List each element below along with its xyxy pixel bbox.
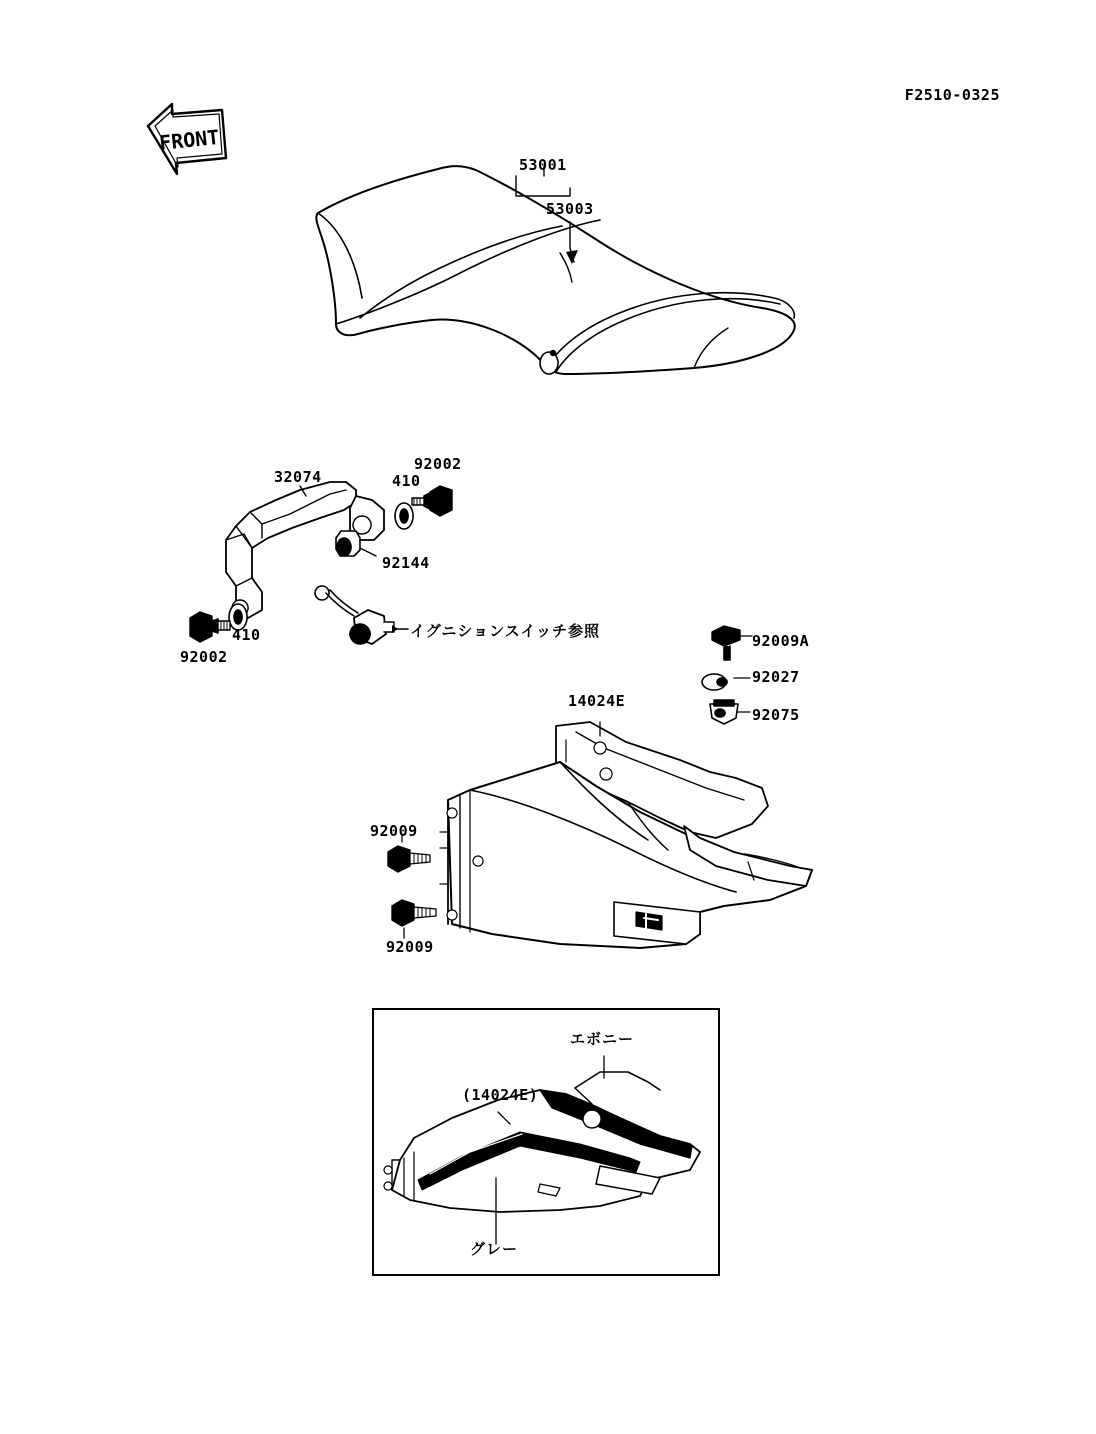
- grommet-92075-art: [710, 700, 738, 724]
- label-inset-color-top: エボニー: [570, 1030, 635, 1048]
- front-label-text: FRONT: [158, 124, 221, 155]
- washer-92027-art: [702, 674, 727, 690]
- label-92027: 92027: [752, 668, 800, 686]
- seat-assembly-art: [316, 166, 794, 374]
- label-ignition-switch-note: イグニションスイッチ参照: [410, 622, 601, 640]
- color-inset-frame: [372, 1008, 720, 1276]
- label-92009a: 92009A: [752, 632, 810, 650]
- label-92009-lower: 92009: [386, 938, 434, 956]
- label-92144: 92144: [382, 554, 430, 572]
- label-410-upper: 410: [392, 472, 421, 490]
- label-53003: 53003: [546, 200, 594, 218]
- nut-92009a-art: [712, 626, 740, 660]
- label-53001: 53001: [519, 156, 567, 174]
- label-92075: 92075: [752, 706, 800, 724]
- screw-92009-lower-art: [392, 900, 436, 926]
- label-92002-lower: 92002: [180, 648, 228, 666]
- label-410-lower: 410: [232, 626, 261, 644]
- label-inset-color-bottom: グレー: [470, 1240, 519, 1258]
- screw-92009-upper-art: [388, 846, 430, 872]
- label-14024e: 14024E: [568, 692, 626, 710]
- side-cover-14024e-art: [440, 722, 812, 948]
- label-32074: 32074: [274, 468, 322, 486]
- washer-410-upper-art: [395, 503, 413, 529]
- ignition-switch-art: [315, 586, 394, 644]
- label-92009-upper: 92009: [370, 822, 418, 840]
- label-inset-part-ref: (14024E): [462, 1086, 539, 1104]
- bolt-92002-lower-art: [190, 612, 230, 642]
- bolt-92002-upper-art: [412, 486, 452, 516]
- label-92002-upper: 92002: [414, 455, 462, 473]
- document-id: F2510-0325: [904, 86, 1000, 104]
